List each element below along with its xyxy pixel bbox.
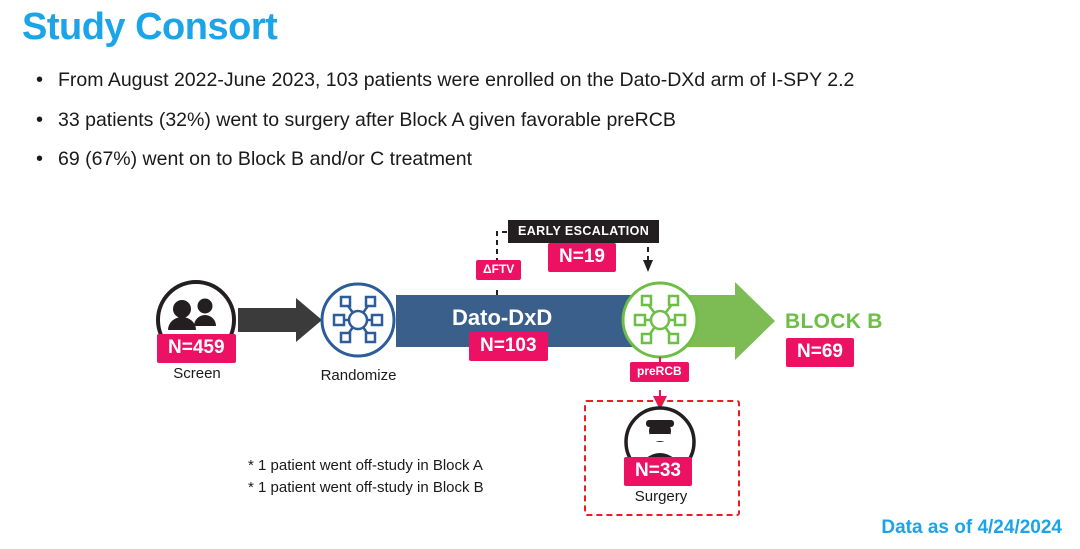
screen-to-randomize-arrow [238,298,322,342]
randomize-caption: Randomize [320,367,397,384]
block-b-label: BLOCK B [785,310,883,333]
footnotes [248,455,484,499]
randomize-node [322,284,394,356]
footnote-item: * 1 patient went off-study in Block A [248,457,483,474]
early-escalation-arrowhead [643,260,653,272]
list-item: • 69 (67%) went on to Block B and/or C treatment [30,147,930,173]
surgery-caption: Surgery [634,488,688,505]
bullet-list [30,68,930,187]
treatment-arm-badge: N=103 [469,332,548,361]
early-escalation-label: EARLY ESCALATION [508,220,659,243]
data-as-of-label: Data as of 4/24/2024 [881,517,1062,538]
early-escalation-badge: N=19 [548,243,616,272]
consort-diagram [0,210,1080,530]
footnote-item: * 1 patient went off-study in Block B [248,478,484,496]
screen-badge: N=459 [157,334,236,363]
delta-ftv-badge: ΔFTV [476,260,521,280]
list-item: • From August 2022-June 2023, 103 patients were enrolled on the Dato-DXd arm of I-SPY 2.2 [30,68,930,94]
treatment-arm-label: Dato-DxD [452,305,553,330]
block-b-badge: N=69 [786,338,854,367]
prercb-badge: preRCB [630,362,689,382]
surgery-badge: N=33 [624,457,692,486]
screen-caption: Screen [173,365,221,382]
page-title: Study Consort [22,6,278,48]
list-item: • 33 patients (32%) went to surgery after Block A given favorable preRCB [30,108,930,134]
decision-node [623,283,697,357]
